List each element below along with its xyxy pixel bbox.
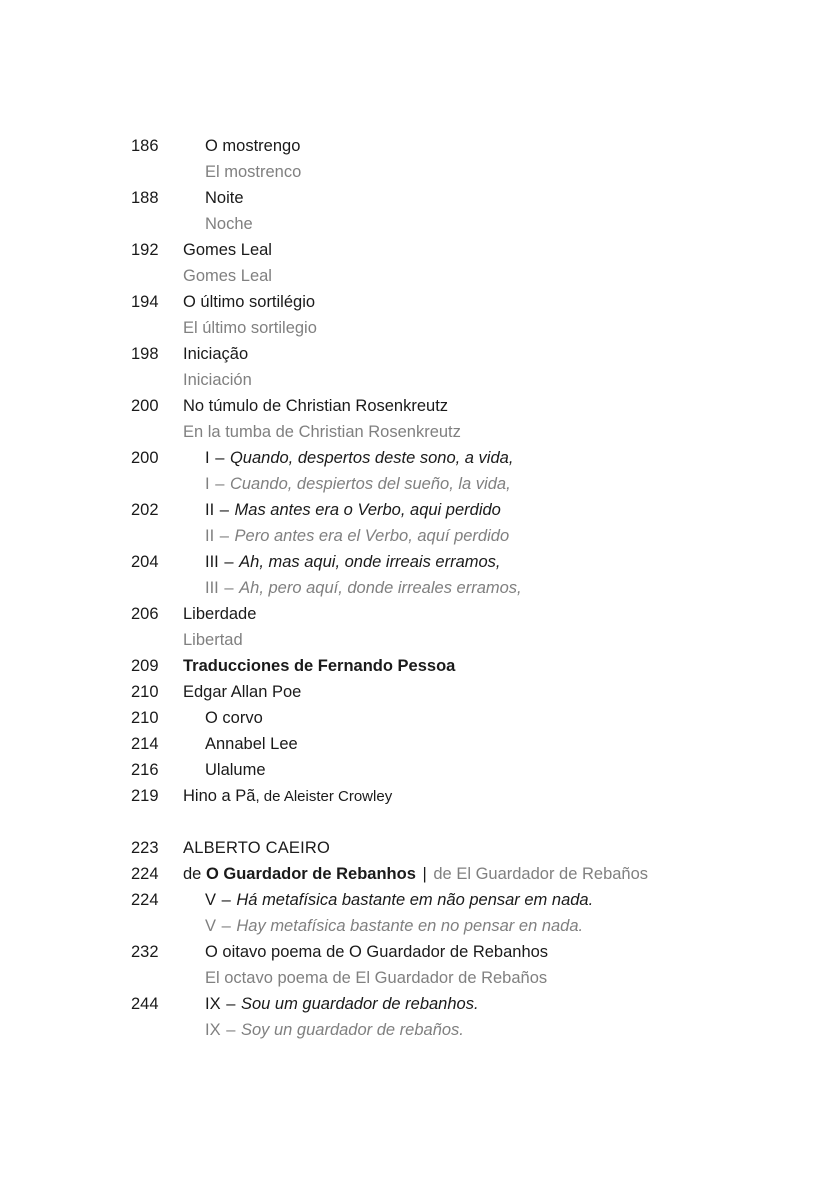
toc-row[interactable] (0, 705, 827, 731)
toc-row[interactable] (0, 237, 827, 263)
toc-row[interactable] (0, 471, 827, 497)
toc-row[interactable] (0, 159, 827, 185)
roman-numeral: IX (205, 995, 221, 1013)
toc-row[interactable] (0, 367, 827, 393)
toc-page-number: 209 (131, 657, 159, 675)
toc-row[interactable] (0, 393, 827, 419)
toc-page-number: 214 (131, 735, 159, 753)
toc-row[interactable] (0, 601, 827, 627)
toc-row[interactable] (0, 1017, 827, 1043)
en-dash-separator: – (219, 527, 229, 545)
en-dash-separator: – (221, 891, 231, 909)
toc-page-number: 200 (131, 397, 159, 415)
toc-page-number: 192 (131, 241, 159, 259)
toc-entry-title: O último sortilégio (183, 293, 316, 311)
toc-row[interactable] (0, 757, 827, 783)
toc-entry-title: Liberdade (183, 605, 257, 623)
toc-page-number: 204 (131, 553, 159, 571)
toc-entry-title (205, 497, 501, 523)
roman-numeral: II (205, 527, 215, 545)
roman-numeral: I (205, 449, 210, 467)
toc-entry-title: No túmulo de Christian Rosenkreutz (183, 397, 449, 415)
toc-entry-title: O mostrengo (205, 137, 301, 155)
poem-first-line: Soy un guardador de rebaños. (240, 1021, 464, 1039)
roman-numeral: IX (205, 1021, 221, 1039)
toc-entry-title: Ulalume (205, 761, 266, 779)
toc-row[interactable] (0, 289, 827, 315)
toc-page-number: 216 (131, 761, 159, 779)
poem-first-line: Mas antes era o Verbo, aqui perdido (234, 501, 501, 519)
toc-entry-title: El octavo poema de El Guardador de Rebaños (205, 969, 548, 987)
poem-first-line: Ah, mas aqui, onde irreais erramos, (239, 553, 501, 571)
toc-entry-title (205, 991, 479, 1017)
en-dash-separator: – (215, 449, 225, 467)
toc-entry-title: Gomes Leal (183, 267, 272, 285)
toc-row[interactable] (0, 523, 827, 549)
toc-entry-title (183, 783, 392, 810)
toc-row[interactable] (0, 861, 827, 887)
toc-row[interactable] (0, 783, 827, 809)
toc-row[interactable] (0, 263, 827, 289)
work-author-suffix: , de Aleister Crowley (255, 788, 393, 805)
en-dash-separator: – (215, 475, 225, 493)
roman-numeral: II (205, 501, 215, 519)
toc-entry-title: En la tumba de Christian Rosenkreutz (183, 423, 461, 441)
toc-entry-title (205, 523, 509, 549)
toc-row[interactable] (0, 341, 827, 367)
roman-numeral: V (205, 917, 217, 935)
toc-entry-title (205, 1017, 464, 1043)
toc-row[interactable] (0, 315, 827, 341)
toc-page-number: 210 (131, 683, 159, 701)
toc-entry-title (205, 575, 522, 601)
toc-row[interactable] (0, 133, 827, 159)
toc-row[interactable] (0, 549, 827, 575)
poem-first-line: Hay metafísica bastante en no pensar en nada. (236, 917, 584, 935)
roman-numeral: I (205, 475, 210, 493)
roman-numeral: V (205, 891, 217, 909)
toc-row[interactable] (0, 965, 827, 991)
toc-row[interactable] (0, 185, 827, 211)
toc-entry-title: El último sortilegio (183, 319, 317, 337)
toc-row[interactable] (0, 913, 827, 939)
preposition-es: de (428, 865, 457, 883)
toc-page-number: 188 (131, 189, 159, 207)
toc-entry-title: ALBERTO CAEIRO (183, 839, 331, 857)
toc-row[interactable] (0, 445, 827, 471)
poem-first-line: Sou um guardador de rebanhos. (240, 995, 479, 1013)
toc-row[interactable] (0, 627, 827, 653)
toc-row[interactable] (0, 991, 827, 1017)
poem-first-line: Cuando, despiertos del sueño, la vida, (229, 475, 511, 493)
en-dash-separator: – (224, 579, 234, 597)
toc-row[interactable] (0, 653, 827, 679)
work-title-es: El Guardador de Rebaños (456, 865, 649, 883)
toc-page-number: 244 (131, 995, 159, 1013)
toc-row[interactable] (0, 497, 827, 523)
toc-page-number: 224 (131, 891, 159, 909)
poem-first-line: Quando, despertos deste sono, a vida, (229, 449, 514, 467)
language-separator: | (422, 865, 427, 883)
toc-entry-title (205, 549, 501, 575)
en-dash-separator: – (224, 553, 234, 571)
toc-entry-title: Edgar Allan Poe (183, 683, 302, 701)
toc-entry-title (205, 887, 593, 913)
toc-entry-title (205, 913, 583, 939)
roman-numeral: III (205, 553, 219, 571)
poem-first-line: Pero antes era el Verbo, aquí perdido (234, 527, 510, 545)
toc-entry-title: Traducciones de Fernando Pessoa (183, 657, 456, 675)
toc-page-number: 186 (131, 137, 159, 155)
work-title: Hino a Pã (183, 787, 256, 805)
toc-page-number: 219 (131, 787, 159, 805)
toc-row[interactable] (0, 835, 827, 861)
toc-entry-title: O oitavo poema de O Guardador de Rebanhos (205, 943, 549, 961)
toc-entry-title: Iniciación (183, 371, 252, 389)
toc-page-number: 210 (131, 709, 159, 727)
en-dash-separator: – (219, 501, 229, 519)
toc-entry-title (205, 445, 513, 471)
toc-entry-title (205, 471, 511, 497)
preposition-pt: de (183, 865, 206, 883)
toc-entry-title: Noche (205, 215, 253, 233)
toc-entry-title: Iniciação (183, 345, 249, 363)
toc-page-number: 224 (131, 865, 159, 883)
toc-page-number: 223 (131, 839, 159, 857)
toc-page-number: 232 (131, 943, 159, 961)
poem-first-line: Há metafísica bastante em não pensar em nada. (236, 891, 594, 909)
toc-entry-list (0, 133, 827, 1043)
work-title-pt: O Guardador de Rebanhos (205, 865, 416, 883)
roman-numeral: III (205, 579, 219, 597)
toc-row[interactable] (0, 419, 827, 445)
toc-entry-title: Libertad (183, 631, 243, 649)
toc-page-number: 206 (131, 605, 159, 623)
toc-row[interactable] (0, 575, 827, 601)
toc-row[interactable] (0, 679, 827, 705)
en-dash-separator: – (226, 1021, 236, 1039)
toc-page-number: 202 (131, 501, 159, 519)
toc-page-number: 194 (131, 293, 159, 311)
toc-entry-title: El mostrenco (205, 163, 302, 181)
toc-entry-title: Gomes Leal (183, 241, 272, 259)
toc-row[interactable] (0, 939, 827, 965)
toc-entry-title: Annabel Lee (205, 735, 298, 753)
toc-entry-title (183, 861, 648, 887)
en-dash-separator: – (226, 995, 236, 1013)
en-dash-separator: – (221, 917, 231, 935)
toc-page-number: 198 (131, 345, 159, 363)
toc-row[interactable] (0, 887, 827, 913)
toc-row[interactable] (0, 731, 827, 757)
toc-entry-title: O corvo (205, 709, 263, 727)
toc-entry-title: Noite (205, 189, 244, 207)
toc-row[interactable] (0, 211, 827, 237)
poem-first-line: Ah, pero aquí, donde irreales erramos, (239, 579, 522, 597)
toc-page-number: 200 (131, 449, 159, 467)
